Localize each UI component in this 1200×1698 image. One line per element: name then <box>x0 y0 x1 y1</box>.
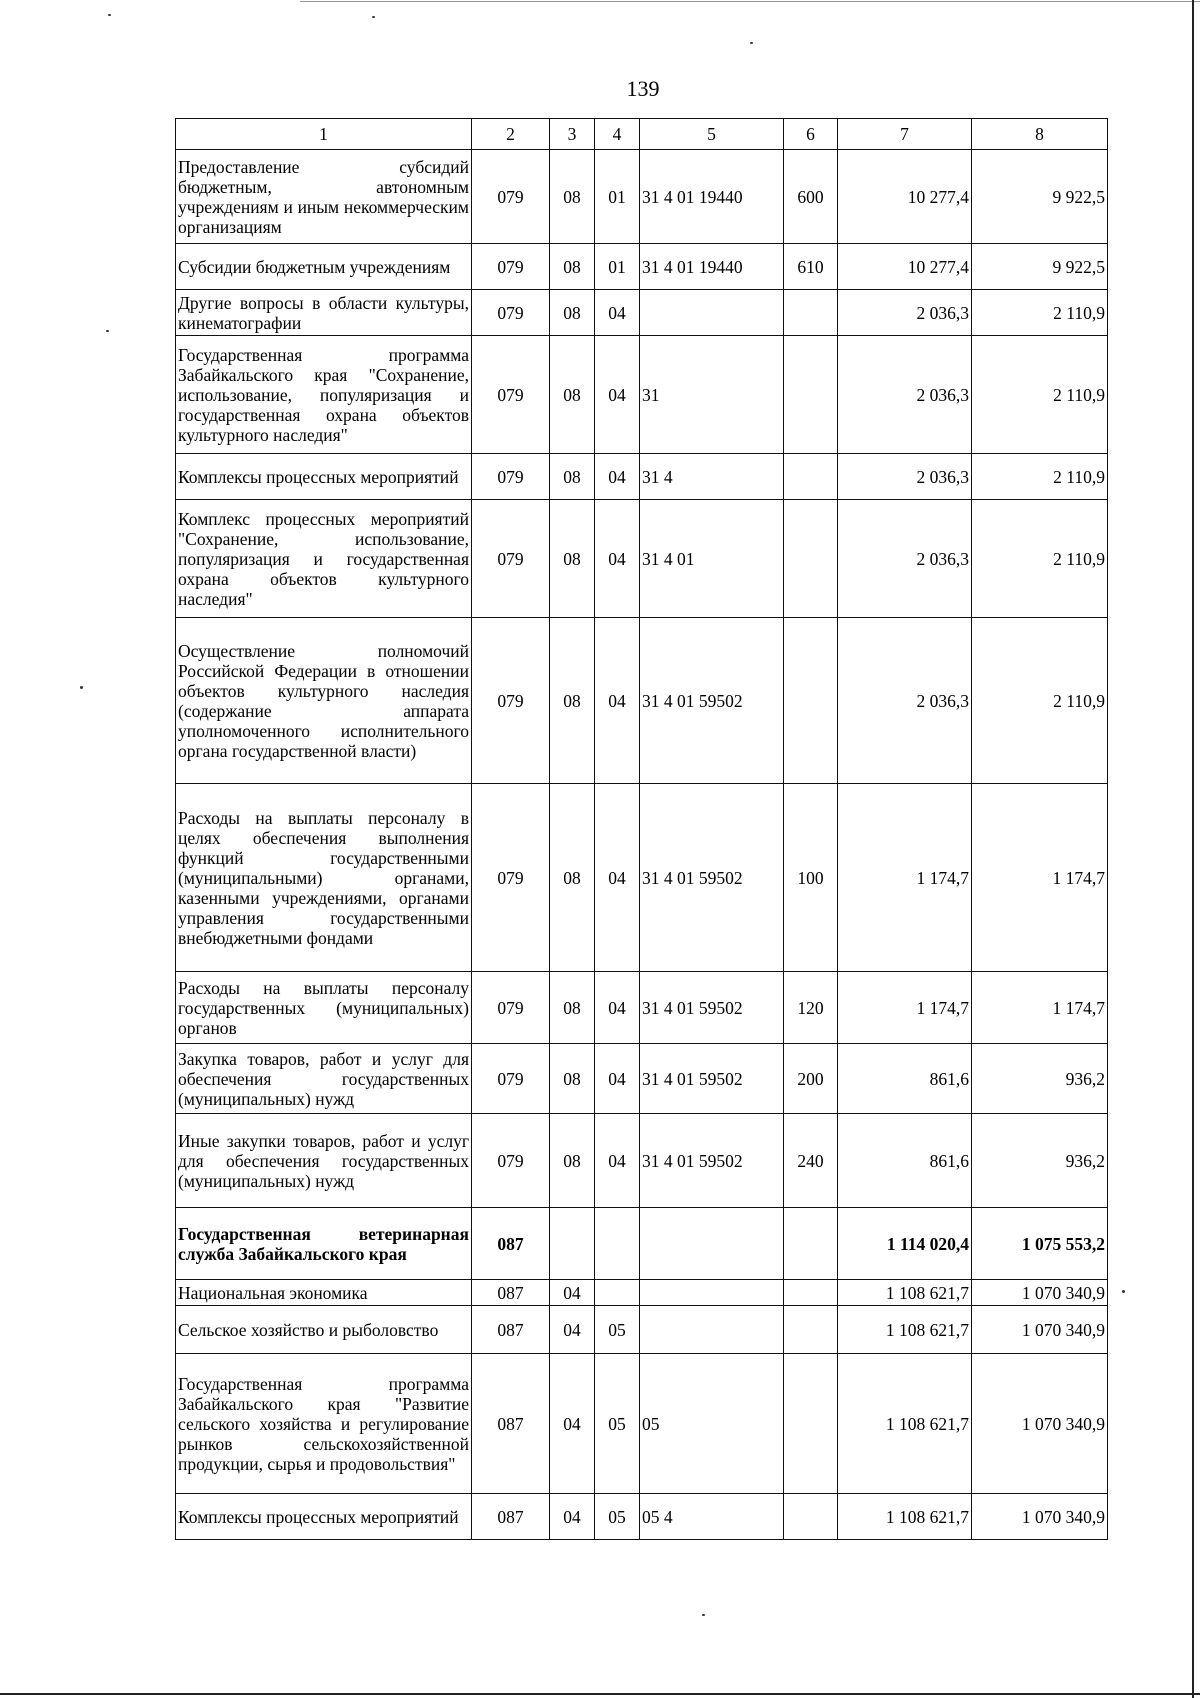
scan-speck <box>750 42 753 44</box>
table-row <box>176 618 1108 784</box>
cell-section: 08 <box>550 244 595 290</box>
cell-target-article: 05 <box>640 1354 784 1494</box>
cell-ministry: 079 <box>472 1044 550 1114</box>
cell-target-article: 05 4 <box>640 1494 784 1540</box>
row-name: Расходы на выплаты персоналу в целях обеспечения выполнения функций государственными (муниципальными) органами, казенными учреждениями, органами управления государственными внебюджетными фондами <box>176 784 472 972</box>
cell-ministry: 087 <box>472 1280 550 1306</box>
cell-amount-7: 1 174,7 <box>838 784 972 972</box>
cell-amount-7: 861,6 <box>838 1114 972 1208</box>
cell-subsection: 04 <box>595 972 640 1044</box>
table-row <box>176 454 1108 500</box>
scan-speck <box>106 330 109 332</box>
cell-subsection: 04 <box>595 290 640 336</box>
table-row <box>176 1208 1108 1280</box>
table-row <box>176 1280 1108 1306</box>
column-header: 8 <box>972 119 1108 150</box>
cell-subsection: 01 <box>595 150 640 244</box>
cell-expense-type <box>784 1494 838 1540</box>
cell-section: 04 <box>550 1354 595 1494</box>
column-header: 7 <box>838 119 972 150</box>
cell-section: 08 <box>550 618 595 784</box>
budget-table <box>175 118 1108 1540</box>
scan-speck <box>702 1614 705 1616</box>
cell-expense-type <box>784 500 838 618</box>
cell-subsection: 04 <box>595 454 640 500</box>
cell-target-article: 31 4 01 59502 <box>640 1114 784 1208</box>
cell-subsection: 04 <box>595 784 640 972</box>
cell-ministry: 087 <box>472 1208 550 1280</box>
scan-edge-bottom <box>0 1693 1200 1695</box>
cell-target-article: 31 4 01 59502 <box>640 1044 784 1114</box>
cell-subsection <box>595 1208 640 1280</box>
cell-ministry: 079 <box>472 972 550 1044</box>
row-name: Комплексы процессных мероприятий <box>176 1494 472 1540</box>
column-header: 6 <box>784 119 838 150</box>
cell-target-article: 31 4 01 19440 <box>640 150 784 244</box>
row-name: Расходы на выплаты персоналу государственных (муниципальных) органов <box>176 972 472 1044</box>
cell-amount-7: 861,6 <box>838 1044 972 1114</box>
cell-amount-8: 2 110,9 <box>972 500 1108 618</box>
scan-speck <box>372 16 375 18</box>
cell-ministry: 079 <box>472 290 550 336</box>
cell-ministry: 087 <box>472 1354 550 1494</box>
table-row <box>176 244 1108 290</box>
table-row <box>176 1044 1108 1114</box>
cell-expense-type: 610 <box>784 244 838 290</box>
cell-amount-8: 2 110,9 <box>972 290 1108 336</box>
row-name: Национальная экономика <box>176 1280 472 1306</box>
cell-target-article: 31 4 01 19440 <box>640 244 784 290</box>
row-name: Субсидии бюджетным учреждениям <box>176 244 472 290</box>
cell-target-article: 31 4 01 <box>640 500 784 618</box>
cell-target-article: 31 <box>640 336 784 454</box>
column-header: 4 <box>595 119 640 150</box>
cell-subsection <box>595 1280 640 1306</box>
table-row <box>176 290 1108 336</box>
column-header: 5 <box>640 119 784 150</box>
cell-amount-8: 2 110,9 <box>972 454 1108 500</box>
cell-amount-8: 936,2 <box>972 1114 1108 1208</box>
cell-amount-7: 1 108 621,7 <box>838 1306 972 1354</box>
cell-ministry: 079 <box>472 150 550 244</box>
cell-target-article: 31 4 01 59502 <box>640 618 784 784</box>
cell-ministry: 079 <box>472 618 550 784</box>
cell-expense-type: 200 <box>784 1044 838 1114</box>
cell-amount-7: 2 036,3 <box>838 454 972 500</box>
scan-speck <box>1122 1290 1125 1293</box>
cell-target-article: 31 4 01 59502 <box>640 972 784 1044</box>
column-header: 2 <box>472 119 550 150</box>
cell-subsection: 04 <box>595 500 640 618</box>
cell-amount-7: 1 114 020,4 <box>838 1208 972 1280</box>
scan-speck <box>108 14 111 16</box>
cell-ministry: 079 <box>472 454 550 500</box>
scan-speck <box>80 686 83 689</box>
page-number: 139 <box>626 76 660 101</box>
cell-amount-8: 1 174,7 <box>972 972 1108 1044</box>
row-name: Предоставление субсидий бюджетным, автономным учреждениям и иным некоммерческим организациям <box>176 150 472 244</box>
cell-ministry: 079 <box>472 244 550 290</box>
cell-amount-8: 1 070 340,9 <box>972 1280 1108 1306</box>
row-name: Другие вопросы в области культуры, кинематографии <box>176 290 472 336</box>
cell-amount-7: 10 277,4 <box>838 150 972 244</box>
cell-ministry: 079 <box>472 336 550 454</box>
cell-expense-type: 600 <box>784 150 838 244</box>
cell-ministry: 079 <box>472 500 550 618</box>
cell-ministry: 087 <box>472 1306 550 1354</box>
cell-section: 08 <box>550 784 595 972</box>
cell-target-article <box>640 1306 784 1354</box>
cell-subsection: 05 <box>595 1354 640 1494</box>
cell-subsection: 04 <box>595 618 640 784</box>
cell-expense-type <box>784 290 838 336</box>
cell-ministry: 079 <box>472 784 550 972</box>
row-name: Комплекс процессных мероприятий "Сохранение, использование, популяризация и государственная охрана объектов культурного наследия" <box>176 500 472 618</box>
cell-amount-8: 9 922,5 <box>972 244 1108 290</box>
table-row <box>176 500 1108 618</box>
cell-target-article <box>640 290 784 336</box>
table-header-row <box>176 119 1108 150</box>
cell-target-article: 31 4 01 59502 <box>640 784 784 972</box>
cell-expense-type <box>784 618 838 784</box>
table-row <box>176 1354 1108 1494</box>
cell-amount-7: 10 277,4 <box>838 244 972 290</box>
scan-edge-top <box>300 1 1200 2</box>
cell-amount-8: 2 110,9 <box>972 618 1108 784</box>
cell-amount-7: 1 174,7 <box>838 972 972 1044</box>
cell-amount-8: 1 070 340,9 <box>972 1354 1108 1494</box>
cell-subsection: 04 <box>595 1114 640 1208</box>
cell-target-article: 31 4 <box>640 454 784 500</box>
row-name: Комплексы процессных мероприятий <box>176 454 472 500</box>
cell-section: 04 <box>550 1494 595 1540</box>
cell-subsection: 01 <box>595 244 640 290</box>
cell-expense-type: 240 <box>784 1114 838 1208</box>
table-row <box>176 150 1108 244</box>
cell-ministry: 087 <box>472 1494 550 1540</box>
row-name: Осуществление полномочий Российской Федерации в отношении объектов культурного наследия (содержание аппарата уполномоченного исполнительного органа государственной власти) <box>176 618 472 784</box>
scan-edge-right <box>1192 0 1194 1698</box>
table-row <box>176 1306 1108 1354</box>
cell-amount-7: 2 036,3 <box>838 618 972 784</box>
cell-section: 04 <box>550 1280 595 1306</box>
cell-amount-8: 936,2 <box>972 1044 1108 1114</box>
cell-amount-7: 2 036,3 <box>838 500 972 618</box>
cell-amount-7: 1 108 621,7 <box>838 1494 972 1540</box>
cell-section: 08 <box>550 972 595 1044</box>
row-name: Сельское хозяйство и рыболовство <box>176 1306 472 1354</box>
cell-section <box>550 1208 595 1280</box>
cell-amount-8: 9 922,5 <box>972 150 1108 244</box>
cell-section: 08 <box>550 290 595 336</box>
cell-amount-8: 1 070 340,9 <box>972 1306 1108 1354</box>
cell-section: 08 <box>550 336 595 454</box>
cell-expense-type: 120 <box>784 972 838 1044</box>
cell-section: 08 <box>550 1114 595 1208</box>
cell-amount-8: 1 075 553,2 <box>972 1208 1108 1280</box>
column-header: 1 <box>176 119 472 150</box>
cell-expense-type <box>784 1208 838 1280</box>
cell-amount-7: 1 108 621,7 <box>838 1280 972 1306</box>
cell-amount-7: 2 036,3 <box>838 336 972 454</box>
row-name: Государственная программа Забайкальского края "Развитие сельского хозяйства и регулирование рынков сельскохозяйственной продукции, сырья и продовольствия" <box>176 1354 472 1494</box>
table-row <box>176 1114 1108 1208</box>
table-row <box>176 1494 1108 1540</box>
cell-amount-8: 1 174,7 <box>972 784 1108 972</box>
cell-section: 08 <box>550 454 595 500</box>
table-row <box>176 336 1108 454</box>
table-row <box>176 972 1108 1044</box>
cell-subsection: 05 <box>595 1494 640 1540</box>
cell-target-article <box>640 1280 784 1306</box>
cell-expense-type <box>784 454 838 500</box>
cell-subsection: 05 <box>595 1306 640 1354</box>
row-name: Иные закупки товаров, работ и услуг для обеспечения государственных (муниципальных) нужд <box>176 1114 472 1208</box>
cell-section: 08 <box>550 1044 595 1114</box>
row-name: Государственная программа Забайкальского края "Сохранение, использование, популяризация и государственная охрана объектов культурного наследия" <box>176 336 472 454</box>
cell-ministry: 079 <box>472 1114 550 1208</box>
row-name: Закупка товаров, работ и услуг для обеспечения государственных (муниципальных) нужд <box>176 1044 472 1114</box>
table-row <box>176 784 1108 972</box>
cell-subsection: 04 <box>595 1044 640 1114</box>
cell-section: 08 <box>550 150 595 244</box>
cell-amount-7: 1 108 621,7 <box>838 1354 972 1494</box>
cell-target-article <box>640 1208 784 1280</box>
cell-expense-type: 100 <box>784 784 838 972</box>
cell-amount-7: 2 036,3 <box>838 290 972 336</box>
cell-amount-8: 1 070 340,9 <box>972 1494 1108 1540</box>
column-header: 3 <box>550 119 595 150</box>
cell-expense-type <box>784 1354 838 1494</box>
cell-amount-8: 2 110,9 <box>972 336 1108 454</box>
cell-expense-type <box>784 1280 838 1306</box>
row-name: Государственная ветеринарная служба Забайкальского края <box>176 1208 472 1280</box>
cell-subsection: 04 <box>595 336 640 454</box>
cell-section: 08 <box>550 500 595 618</box>
cell-expense-type <box>784 336 838 454</box>
cell-section: 04 <box>550 1306 595 1354</box>
cell-expense-type <box>784 1306 838 1354</box>
